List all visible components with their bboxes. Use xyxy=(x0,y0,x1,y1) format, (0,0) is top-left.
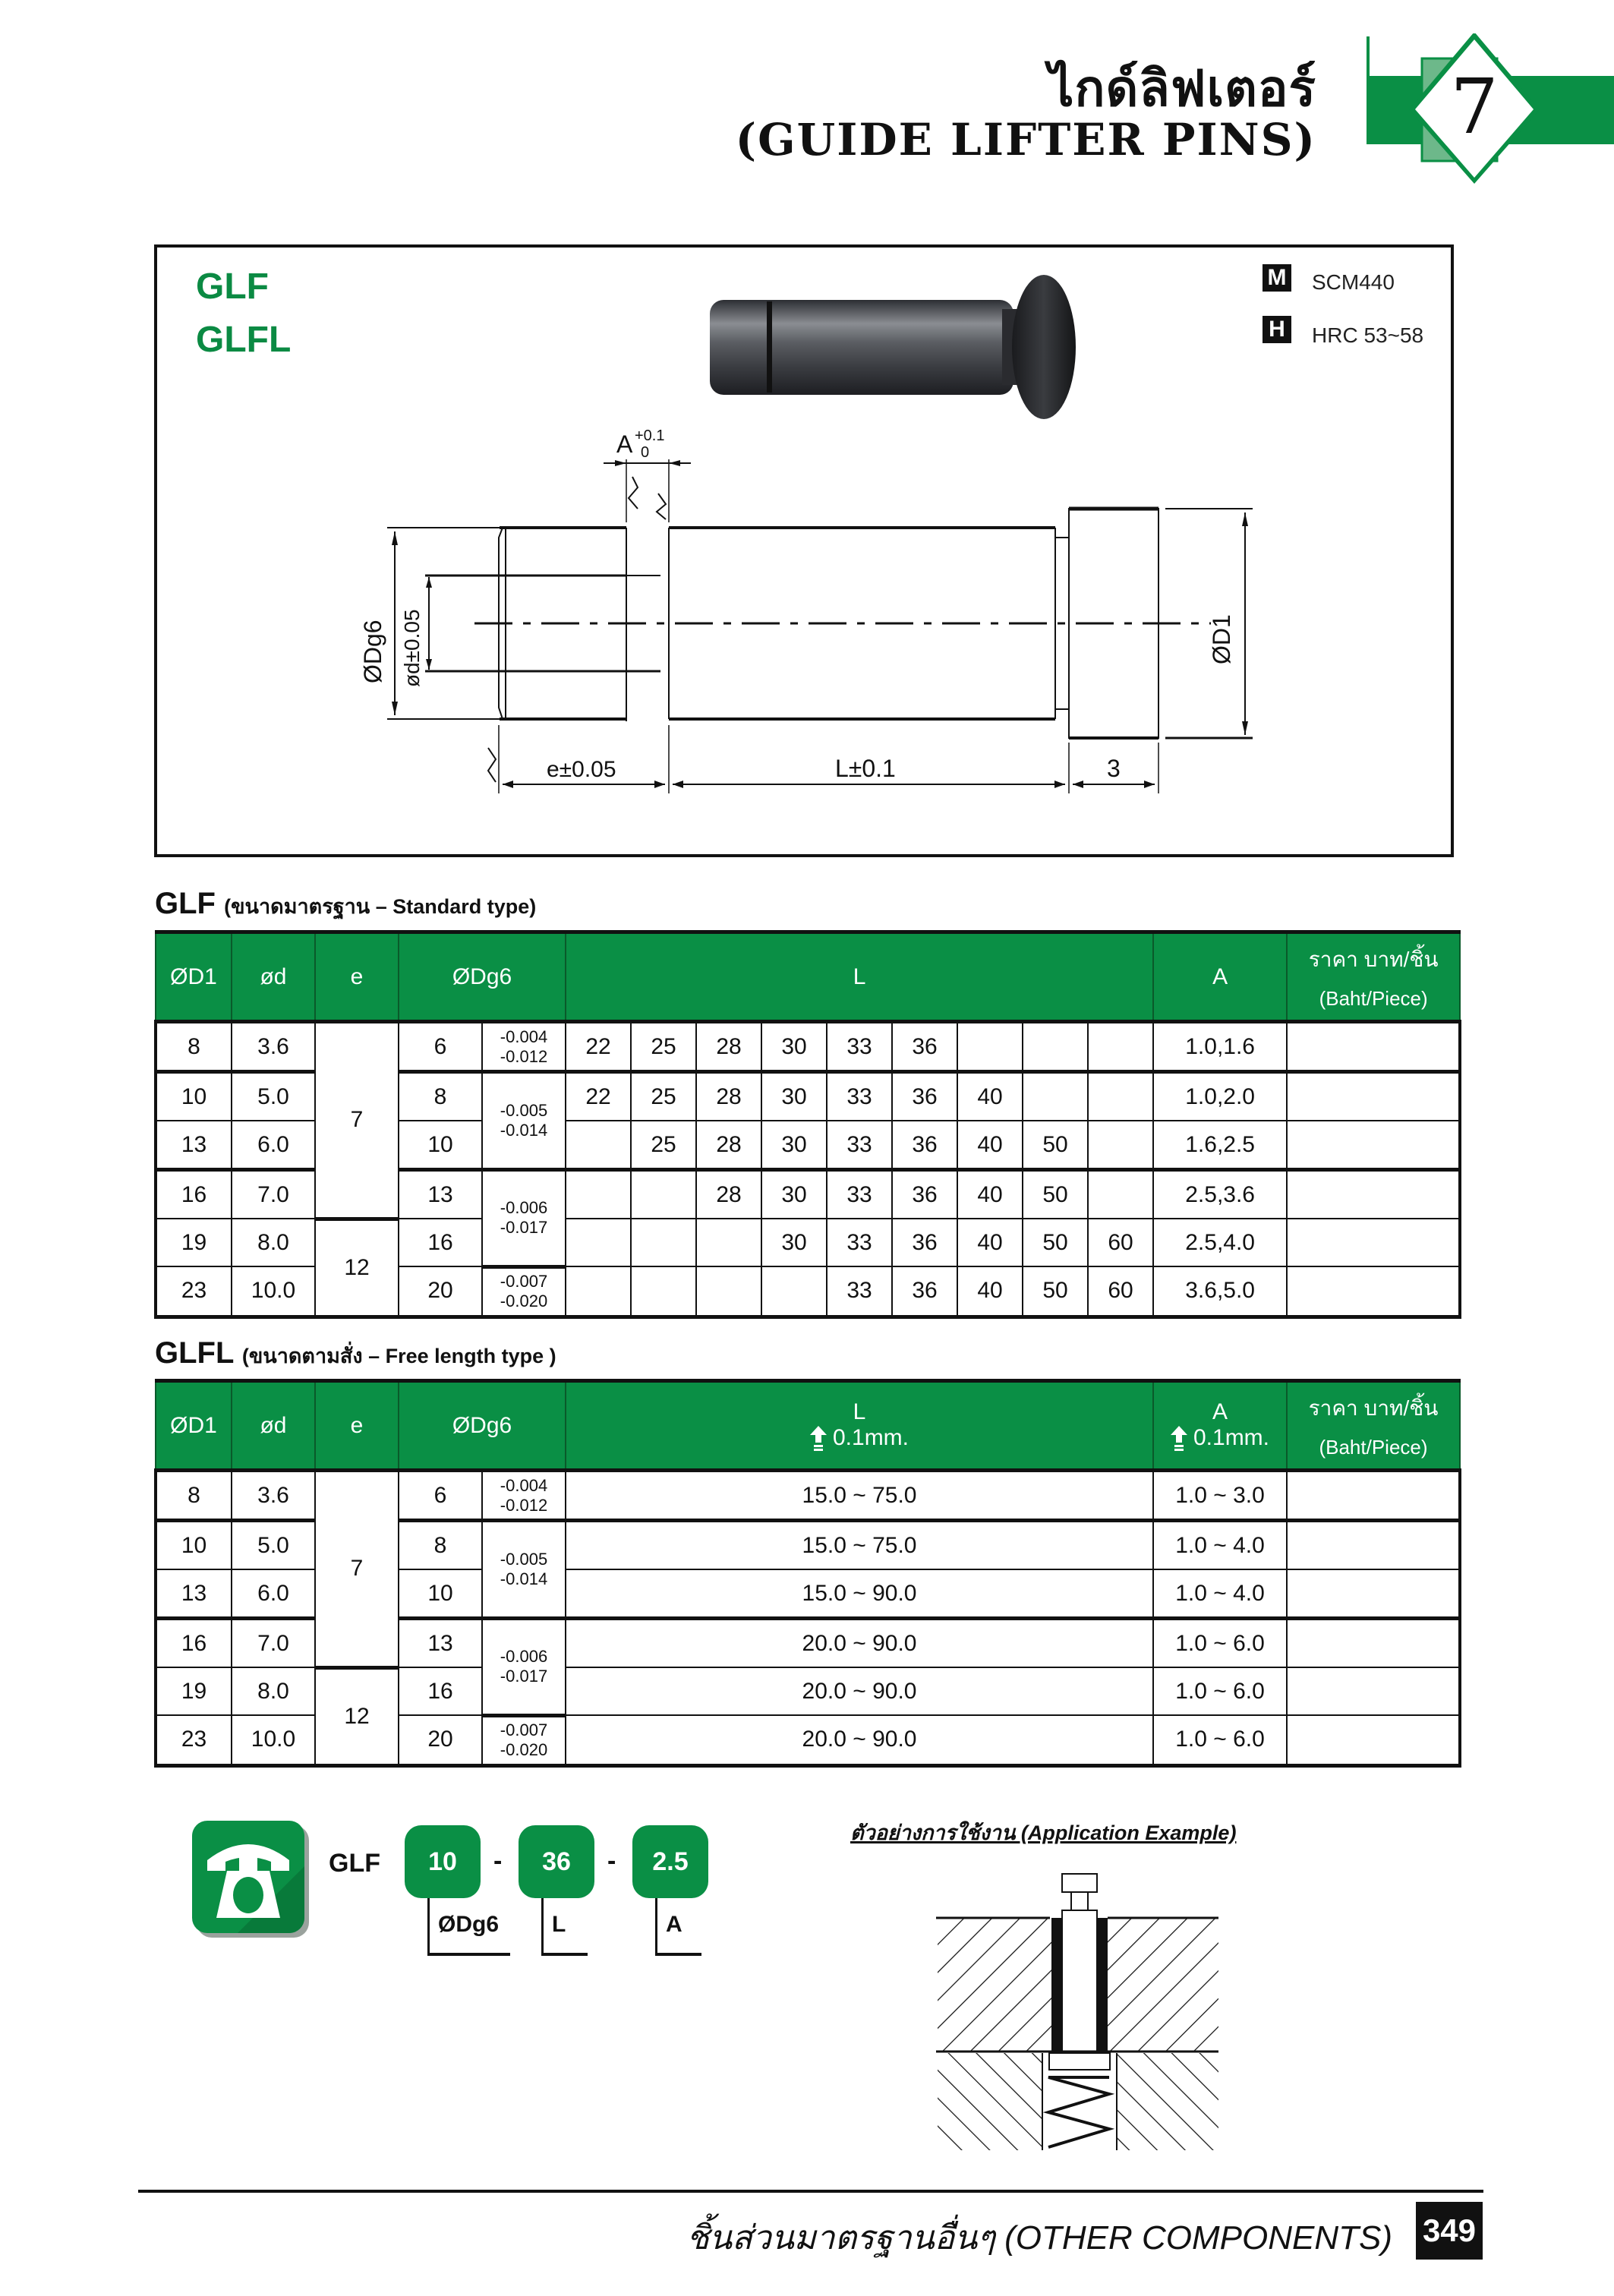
cell-d1: 8 xyxy=(156,1471,232,1521)
cell-l: 40 xyxy=(957,1121,1023,1170)
cell-e: 12 xyxy=(315,1219,399,1317)
cell-a: 1.0 ~ 4.0 xyxy=(1153,1569,1287,1619)
cell-l xyxy=(566,1170,631,1219)
tolerance-lower: -0.017 xyxy=(500,1667,548,1686)
order-value-dg6: 10 xyxy=(405,1825,481,1898)
cell-d: 7.0 xyxy=(232,1170,315,1219)
col-price: ราคา บาท/ชิ้น (Baht/Piece) xyxy=(1287,1381,1460,1471)
cell-l xyxy=(1088,1121,1153,1170)
cell-a: 1.0 ~ 6.0 xyxy=(1153,1715,1287,1765)
cell-d: 3.6 xyxy=(232,1471,315,1521)
dim-e-label: e±0.05 xyxy=(547,757,616,782)
chapter-number: 7 xyxy=(1450,62,1499,151)
cell-e: 7 xyxy=(315,1471,399,1668)
material-badge: M xyxy=(1263,264,1291,292)
cell-a: 2.5,3.6 xyxy=(1153,1170,1287,1219)
page-title-thai: ไกด์ลิฟเตอร์ xyxy=(1048,58,1316,118)
cell-d: 7.0 xyxy=(232,1619,315,1668)
chapter-badge xyxy=(1367,33,1614,185)
cell-l: 28 xyxy=(696,1170,761,1219)
tolerance-lower: -0.014 xyxy=(500,1121,548,1140)
cell-l: 36 xyxy=(892,1121,957,1170)
cell-l xyxy=(1023,1022,1088,1072)
dim-a-label: A xyxy=(616,430,633,458)
tolerance-upper: -0.006 xyxy=(500,1198,548,1218)
col-price: ราคา บาท/ชิ้น (Baht/Piece) xyxy=(1287,932,1460,1022)
cell-dg6: 10 xyxy=(399,1121,482,1170)
cell-dg6: 6 xyxy=(399,1022,482,1072)
order-label-l: L xyxy=(552,1912,566,1937)
cell-l xyxy=(566,1121,631,1170)
glfl-subtitle: (ขนาดตามสั่ง – Free length type ) xyxy=(241,1345,556,1367)
dim-a-plus: +0.1 xyxy=(635,427,665,444)
cell-tolerance xyxy=(482,1072,566,1170)
dim-d-label: ød±0.05 xyxy=(400,609,424,687)
cell-d: 10.0 xyxy=(232,1266,315,1317)
cell-l: 36 xyxy=(892,1170,957,1219)
application-example-title: ตัวอย่างการใช้งาน (Application Example) xyxy=(850,1821,1237,1844)
col-d: ød xyxy=(232,1381,315,1471)
col-a: A xyxy=(1153,932,1287,1022)
order-prefix: GLF xyxy=(329,1849,380,1878)
product-code-glfl: GLFL xyxy=(196,320,292,360)
cell-tolerance xyxy=(482,1715,566,1765)
product-code-glf: GLF xyxy=(196,266,269,307)
col-a: A 0.1mm. xyxy=(1153,1381,1287,1471)
glf-title: GLF xyxy=(155,887,216,920)
cell-l: 25 xyxy=(631,1022,696,1072)
cell-l: 33 xyxy=(827,1072,892,1121)
tolerance-upper: -0.005 xyxy=(500,1550,548,1569)
cell-l: 30 xyxy=(761,1219,827,1266)
order-value-l: 36 xyxy=(519,1825,594,1898)
material-value: SCM440 xyxy=(1312,270,1395,294)
order-separator: - xyxy=(607,1847,616,1875)
cell-l-range: 20.0 ~ 90.0 xyxy=(566,1619,1153,1668)
cell-a: 2.5,4.0 xyxy=(1153,1219,1287,1266)
cell-l: 60 xyxy=(1088,1266,1153,1317)
cell-d1: 19 xyxy=(156,1219,232,1266)
cell-l: 36 xyxy=(892,1022,957,1072)
cell-l xyxy=(761,1266,827,1317)
col-dg6: ØDg6 xyxy=(399,1381,566,1471)
page-number: 349 xyxy=(1416,2202,1483,2260)
cell-l: 28 xyxy=(696,1072,761,1121)
cell-l: 33 xyxy=(827,1121,892,1170)
cell-d: 8.0 xyxy=(232,1667,315,1715)
order-label-a: A xyxy=(666,1912,682,1937)
cell-d1: 16 xyxy=(156,1619,232,1668)
cell-d1: 10 xyxy=(156,1521,232,1570)
dim-l-label: L±0.1 xyxy=(835,755,896,782)
col-e: e xyxy=(315,932,399,1022)
col-dg6: ØDg6 xyxy=(399,932,566,1022)
cell-a: 3.6,5.0 xyxy=(1153,1266,1287,1317)
pin-photo xyxy=(698,270,1146,421)
cell-a: 1.0,2.0 xyxy=(1153,1072,1287,1121)
order-value-a: 2.5 xyxy=(632,1825,708,1898)
cell-l: 33 xyxy=(827,1266,892,1317)
tolerance-lower: -0.012 xyxy=(500,1046,548,1066)
cell-l: 30 xyxy=(761,1170,827,1219)
cell-l: 36 xyxy=(892,1266,957,1317)
cell-e: 7 xyxy=(315,1022,399,1219)
cell-dg6: 8 xyxy=(399,1521,482,1570)
cell-price xyxy=(1287,1715,1460,1765)
dim-a-zero: 0 xyxy=(641,444,650,461)
cell-l xyxy=(566,1219,631,1266)
cell-l xyxy=(1023,1072,1088,1121)
cell-price xyxy=(1287,1219,1460,1266)
tolerance-upper: -0.005 xyxy=(500,1101,548,1120)
cell-l xyxy=(631,1170,696,1219)
cell-l: 60 xyxy=(1088,1219,1153,1266)
cell-tolerance xyxy=(482,1266,566,1317)
cell-l: 25 xyxy=(631,1072,696,1121)
cell-l xyxy=(631,1219,696,1266)
cell-d1: 8 xyxy=(156,1022,232,1072)
cell-l xyxy=(631,1266,696,1317)
tolerance-upper: -0.006 xyxy=(500,1647,548,1667)
cell-l xyxy=(1088,1072,1153,1121)
cell-d1: 13 xyxy=(156,1121,232,1170)
cell-a: 1.0 ~ 6.0 xyxy=(1153,1667,1287,1715)
cell-d: 5.0 xyxy=(232,1072,315,1121)
cell-tolerance xyxy=(482,1521,566,1619)
cell-l: 22 xyxy=(566,1022,631,1072)
cell-l: 50 xyxy=(1023,1266,1088,1317)
cell-d1: 16 xyxy=(156,1170,232,1219)
tolerance-upper: -0.007 xyxy=(500,1720,548,1739)
footer-rule xyxy=(138,2190,1483,2193)
cell-price xyxy=(1287,1569,1460,1619)
cell-tolerance xyxy=(482,1471,566,1521)
dim-d1-label: ØD1 xyxy=(1208,614,1235,664)
table-row xyxy=(156,1667,1460,1715)
tolerance-lower: -0.017 xyxy=(500,1218,548,1238)
cell-dg6: 16 xyxy=(399,1667,482,1715)
tolerance-lower: -0.020 xyxy=(500,1740,548,1759)
cell-price xyxy=(1287,1619,1460,1668)
cell-l-range: 20.0 ~ 90.0 xyxy=(566,1667,1153,1715)
technical-drawing xyxy=(334,425,1291,835)
hardness-badge: H xyxy=(1263,316,1291,343)
col-d1: ØD1 xyxy=(156,1381,232,1471)
cell-l: 22 xyxy=(566,1072,631,1121)
cell-l xyxy=(696,1266,761,1317)
cell-dg6: 20 xyxy=(399,1266,482,1317)
cell-price xyxy=(1287,1521,1460,1570)
page-title-english: (GUIDE LIFTER PINS) xyxy=(735,114,1316,166)
cell-d: 8.0 xyxy=(232,1219,315,1266)
cell-dg6: 6 xyxy=(399,1471,482,1521)
dim-head-label: 3 xyxy=(1107,755,1121,782)
cell-tolerance xyxy=(482,1022,566,1072)
cell-l: 40 xyxy=(957,1266,1023,1317)
tolerance-lower: -0.020 xyxy=(500,1292,548,1310)
cell-a: 1.0 ~ 3.0 xyxy=(1153,1471,1287,1521)
cell-d1: 19 xyxy=(156,1667,232,1715)
footer-section-title: ชิ้นส่วนมาตรฐานอื่นๆ (OTHER COMPONENTS) xyxy=(686,2219,1392,2257)
cell-l: 30 xyxy=(761,1022,827,1072)
cell-price xyxy=(1287,1667,1460,1715)
cell-l xyxy=(566,1266,631,1317)
cell-dg6: 13 xyxy=(399,1170,482,1219)
col-l: L 0.1mm. xyxy=(566,1381,1153,1471)
cell-l: 36 xyxy=(892,1072,957,1121)
cell-price xyxy=(1287,1022,1460,1072)
cell-l: 28 xyxy=(696,1022,761,1072)
cell-dg6: 20 xyxy=(399,1715,482,1765)
telephone-icon xyxy=(192,1821,304,1933)
col-d1: ØD1 xyxy=(156,932,232,1022)
cell-l xyxy=(696,1219,761,1266)
up-arrow-icon xyxy=(810,1426,827,1452)
cell-d: 10.0 xyxy=(232,1715,315,1765)
cell-l xyxy=(957,1022,1023,1072)
glfl-section-title xyxy=(155,1336,556,1372)
cell-dg6: 10 xyxy=(399,1569,482,1619)
tolerance-lower: -0.014 xyxy=(500,1569,548,1588)
cell-d1: 23 xyxy=(156,1266,232,1317)
cell-d: 3.6 xyxy=(232,1022,315,1072)
cell-l: 40 xyxy=(957,1219,1023,1266)
glf-table xyxy=(154,930,1461,1319)
cell-a: 1.0,1.6 xyxy=(1153,1022,1287,1072)
cell-dg6: 16 xyxy=(399,1219,482,1266)
glfl-table xyxy=(154,1379,1461,1768)
cell-price xyxy=(1287,1266,1460,1317)
order-separator: - xyxy=(493,1847,503,1875)
cell-l xyxy=(1088,1170,1153,1219)
glf-section-title xyxy=(155,887,536,922)
tolerance-upper: -0.004 xyxy=(500,1475,548,1495)
cell-d1: 10 xyxy=(156,1072,232,1121)
cell-price xyxy=(1287,1072,1460,1121)
tolerance-upper: -0.004 xyxy=(500,1027,548,1046)
cell-l: 50 xyxy=(1023,1121,1088,1170)
cell-l xyxy=(1088,1022,1153,1072)
col-l: L xyxy=(566,932,1153,1022)
cell-tolerance xyxy=(482,1170,566,1267)
cell-l: 36 xyxy=(892,1219,957,1266)
cell-l: 50 xyxy=(1023,1170,1088,1219)
cell-d: 5.0 xyxy=(232,1521,315,1570)
cell-l: 30 xyxy=(761,1121,827,1170)
cell-d: 6.0 xyxy=(232,1121,315,1170)
cell-price xyxy=(1287,1471,1460,1521)
dim-dg6-label: ØDg6 xyxy=(359,620,386,683)
cell-l: 40 xyxy=(957,1170,1023,1219)
cell-e: 12 xyxy=(315,1667,399,1765)
cell-dg6: 13 xyxy=(399,1619,482,1668)
cell-d1: 23 xyxy=(156,1715,232,1765)
tolerance-upper: -0.007 xyxy=(500,1272,548,1291)
cell-price xyxy=(1287,1121,1460,1170)
cell-l: 33 xyxy=(827,1170,892,1219)
cell-a: 1.0 ~ 6.0 xyxy=(1153,1619,1287,1668)
col-d: ød xyxy=(232,932,315,1022)
hardness-value: HRC 53~58 xyxy=(1312,323,1424,347)
cell-l: 40 xyxy=(957,1072,1023,1121)
cell-l-range: 15.0 ~ 90.0 xyxy=(566,1569,1153,1619)
cell-l: 33 xyxy=(827,1022,892,1072)
cell-l-range: 15.0 ~ 75.0 xyxy=(566,1471,1153,1521)
order-label-dg6: ØDg6 xyxy=(438,1912,500,1937)
table-row xyxy=(156,1022,1460,1072)
col-e: e xyxy=(315,1381,399,1471)
cell-a: 1.6,2.5 xyxy=(1153,1121,1287,1170)
cell-l: 50 xyxy=(1023,1219,1088,1266)
cell-d: 6.0 xyxy=(232,1569,315,1619)
cell-l: 25 xyxy=(631,1121,696,1170)
cell-l: 33 xyxy=(827,1219,892,1266)
glfl-title: GLFL xyxy=(155,1336,234,1370)
cell-price xyxy=(1287,1170,1460,1219)
cell-l-range: 15.0 ~ 75.0 xyxy=(566,1521,1153,1570)
table-row xyxy=(156,1219,1460,1266)
up-arrow-icon xyxy=(1171,1426,1187,1452)
table-row xyxy=(156,1471,1460,1521)
cell-a: 1.0 ~ 4.0 xyxy=(1153,1521,1287,1570)
application-example-drawing xyxy=(930,1868,1218,2156)
glf-subtitle: (ขนาดมาตรฐาน – Standard type) xyxy=(224,895,537,918)
cell-tolerance xyxy=(482,1619,566,1716)
tolerance-lower: -0.012 xyxy=(500,1495,548,1515)
cell-l-range: 20.0 ~ 90.0 xyxy=(566,1715,1153,1765)
cell-dg6: 8 xyxy=(399,1072,482,1121)
cell-d1: 13 xyxy=(156,1569,232,1619)
cell-l: 28 xyxy=(696,1121,761,1170)
cell-l: 30 xyxy=(761,1072,827,1121)
